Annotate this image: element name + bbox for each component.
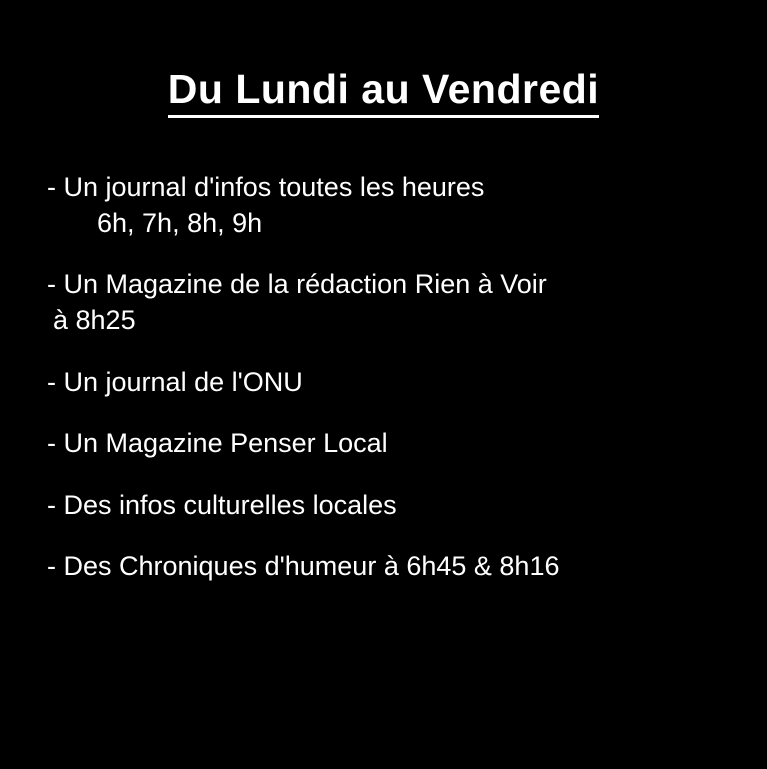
page-title-text: Du Lundi au Vendredi xyxy=(168,66,599,118)
list-item-line-primary: - Un Magazine Penser Local xyxy=(47,428,388,459)
list-item-line-secondary: 6h, 7h, 8h, 9h xyxy=(97,207,263,238)
list-item-line-primary: - Un journal d'infos toutes les heures xyxy=(47,172,485,202)
list-item xyxy=(47,549,747,585)
list-item xyxy=(47,426,747,462)
list-item xyxy=(47,488,747,524)
list-item xyxy=(47,170,747,241)
bullet-list xyxy=(47,170,747,611)
list-item xyxy=(47,267,747,338)
list-item xyxy=(47,365,747,401)
page-title xyxy=(0,66,767,113)
list-item-line-secondary: à 8h25 xyxy=(53,304,136,335)
list-item-line-primary: - Un Magazine de la rédaction Rien à Voir xyxy=(47,269,547,300)
list-item-line-primary: - Un journal de l'ONU xyxy=(47,366,303,397)
list-item-line-primary: - Des Chroniques d'humeur à 6h45 & 8h16 xyxy=(47,551,560,582)
list-item-line-primary: - Des infos culturelles locales xyxy=(47,489,397,520)
